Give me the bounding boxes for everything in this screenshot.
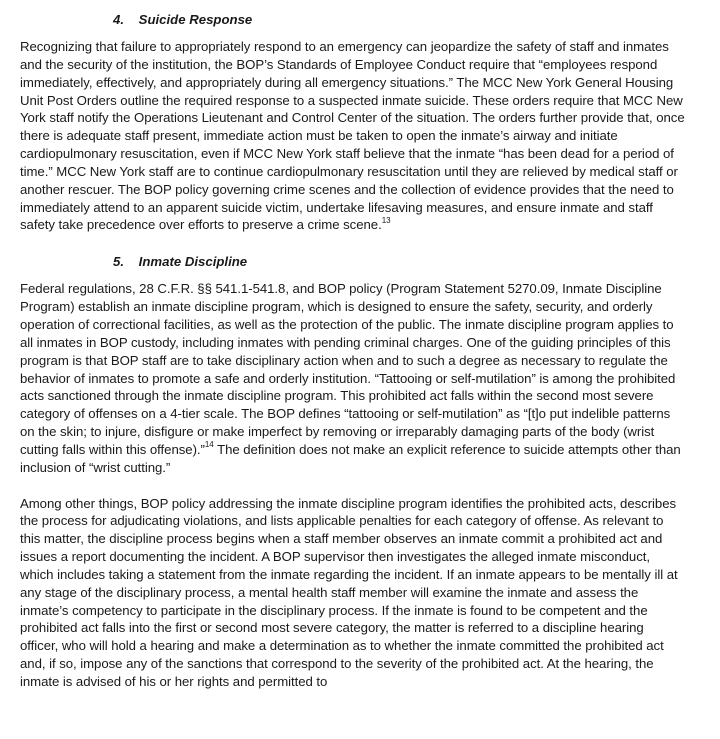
paragraph-text-continued: The definition does not make an explicit reference to suicide attempts other than inclusion of “wrist cutting.” xyxy=(20,441,681,475)
footnote-ref-14[interactable]: 14 xyxy=(204,440,214,450)
paragraph-inmate-discipline-1 xyxy=(20,280,685,476)
section-heading-inmate-discipline xyxy=(20,252,685,272)
section-title: Inmate Discipline xyxy=(138,254,248,270)
paragraph-inmate-discipline-2 xyxy=(20,495,685,691)
footnote-ref-13[interactable]: 13 xyxy=(381,216,391,226)
paragraph-text: Among other things, BOP policy addressing the inmate discipline program identifies the prohibited acts, describes the process for adjudicating violations, and lists applicable penalties for each category of offense. As relevant to this matter, the discipline process begins when a staff member observes an inmate commit a prohibited act and issues a report documenting the incident. A BOP supervisor then investigates the alleged inmate misconduct, which includes taking a statement from the inmate regarding the incident. If an inmate appears to be mentally ill at any stage of the disciplinary process, a mental health staff member will examine the inmate and assess the inmate’s competency to participate in the disciplinary process. If the inmate is found to be competent and the prohibited act falls into the first or second most severe category, the matter is referred to a discipline hearing officer, who will hold a hearing and make a determination as to whether the inmate committed the prohibited act and, if so, impose any of the sanctions that correspond to the severity of the prohibited act. At the hearing, the inmate is advised of his or her rights and permitted to xyxy=(20,495,678,689)
paragraph-suicide-response xyxy=(20,38,685,234)
paragraph-text: Federal regulations, 28 C.F.R. §§ 541.1-541.8, and BOP policy (Program Statement 5270.09, Inmate Discipline Program) establish an inmate discipline program, which is designed to ensure the safety, security, and orderly operation of correctional facilities, as well as the protection of the public. The inmate discipline program applies to all inmates in BOP custody, including inmates with pending criminal charges. One of the guiding principles of this program is that BOP staff are to take disciplinary action when and to such a degree as necessary to regulate the behavior of inmates to promote a safe and orderly institution. “Tattooing or self-mutilation” is among the prohibited acts sanctioned through the inmate discipline program. This prohibited act falls within the second most severe category of offenses on a 4-tier scale. The BOP defines “tattooing or self-mutilation” as “[t]o put indelible patterns on the skin; to injure, disfigure or make imperfect by removing or irreparably damaging parts of the body (wrist cutting falls within this offense).” xyxy=(20,281,676,457)
document-page xyxy=(20,10,685,691)
section-number: 4. xyxy=(113,12,124,27)
section-heading-suicide-response xyxy=(20,10,685,30)
section-number: 5. xyxy=(113,254,124,270)
paragraph-text: Recognizing that failure to appropriately respond to an emergency can jeopardize the safety of staff and inmates and the security of the institution, the BOP’s Standards of Employee Conduct require that “employees respond immediately, effectively, and appropriately during all emergency situations.” The MCC New York General Housing Unit Post Orders outline the required response to a suspected inmate suicide. These orders require that MCC New York staff notify the Operations Lieutenant and Control Center of the situation. The orders further provide that, once there is adequate staff present, immediate action must be taken to open the inmate’s airway and initiate cardiopulmonary resuscitation, even if MCC New York staff believe that the inmate “has been dead for a period of time.” MCC New York staff are to continue cardiopulmonary resuscitation until they are relieved by medical staff or another rescuer. The BOP policy governing crime scenes and the collection of evidence provides that the need to immediately attend to an apparent suicide victim, undertake lifesaving measures, and ensure inmate and staff safety take precedence over efforts to preserve a crime scene. xyxy=(20,39,685,233)
section-title: Suicide Response xyxy=(138,12,253,27)
